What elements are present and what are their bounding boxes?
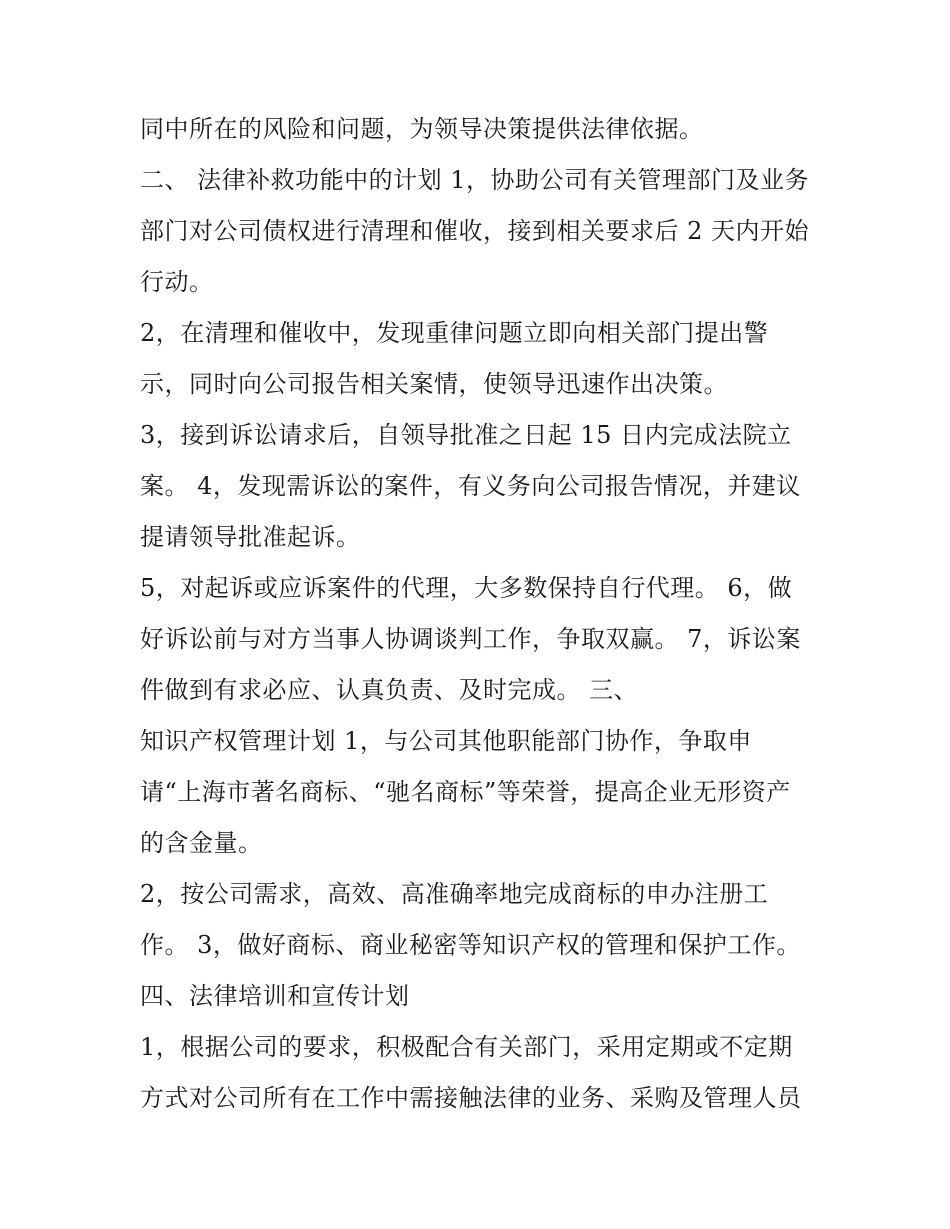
text-line: 同中所在的风险和问题，为领导决策提供法律依据。 (140, 115, 704, 143)
text-line: 3，接到诉讼请求后，自领导批准之日起 15 日内完成法院立 (140, 421, 792, 449)
text-line: 2，在清理和催收中，发现重律问题立即向相关部门提出警 (140, 319, 769, 347)
text-line: 四、法律培训和宣传计划 (140, 982, 410, 1010)
text-line: 1，根据公司的要求，积极配合有关部门，采用定期或不定期 (140, 1033, 793, 1061)
text-line: 案。 4，发现需诉讼的案件，有义务向公司报告情况，并建议 (140, 472, 801, 500)
text-line: 示，同时向公司报告相关案情，使领导迅速作出决策。 (140, 370, 728, 398)
text-line: 请“上海市著名商标、“驰名商标”等荣誉，提高企业无形资产 (140, 778, 791, 806)
text-line: 的含金量。 (140, 829, 263, 857)
text-line: 件做到有求必应、认真负责、及时完成。 三、 (140, 676, 639, 704)
text-line: 知识产权管理计划 1，与公司其他职能部门协作，争取申 (140, 727, 752, 755)
text-line: 5，对起诉或应诉案件的代理，大多数保持自行代理。 6，做 (140, 574, 793, 602)
text-line: 2，按公司需求，高效、高准确率地完成商标的申办注册工 (140, 880, 769, 908)
text-line: 部门对公司债权进行清理和催收，接到相关要求后 2 天内开始 (140, 217, 810, 245)
text-line: 二、 法律补救功能中的计划 1，协助公司有关管理部门及业务 (140, 166, 810, 194)
text-line: 行动。 (140, 268, 214, 296)
text-line: 好诉讼前与对方当事人协调谈判工作，争取双赢。 7，诉讼案 (140, 625, 801, 653)
text-line: 作。 3，做好商标、商业秘密等知识产权的管理和保护工作。 (140, 931, 801, 959)
text-line: 提请领导批准起诉。 (140, 523, 361, 551)
text-line: 方式对公司所有在工作中需接触法律的业务、采购及管理人员 (140, 1084, 802, 1112)
